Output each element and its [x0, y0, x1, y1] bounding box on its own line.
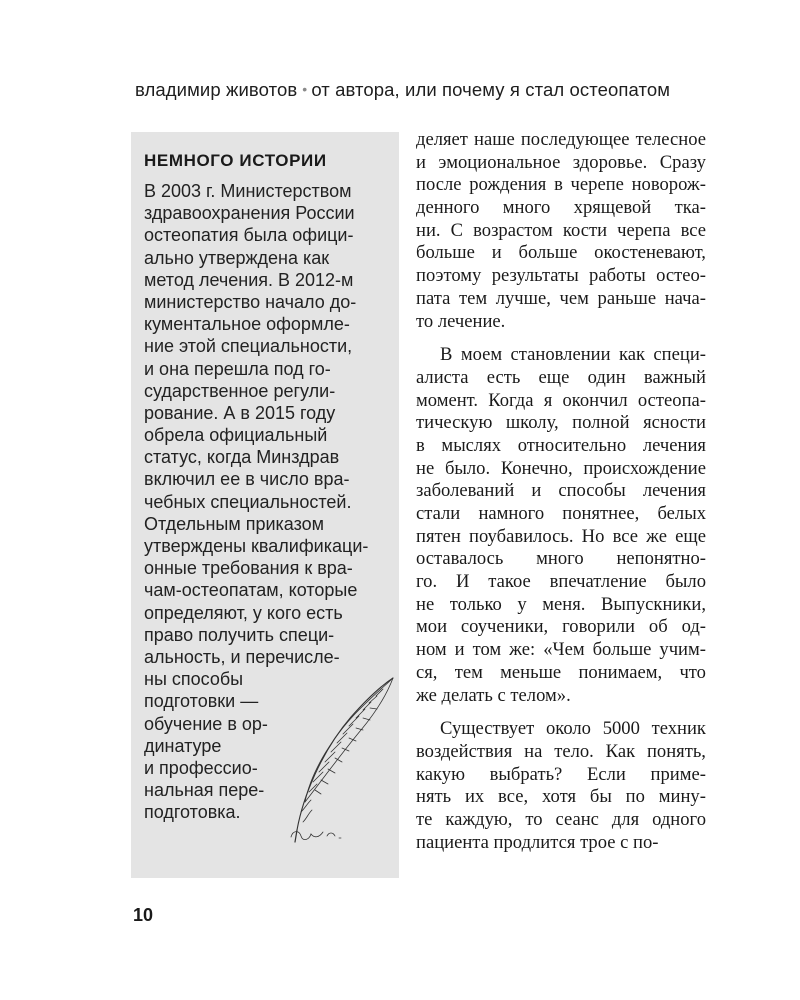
- body-text-line: пациента продлится трое с по-: [416, 831, 659, 853]
- body-text-line: не было. Конечно, происхождение: [416, 457, 706, 479]
- sidebar-text-line: и она перешла под го-: [144, 358, 331, 379]
- sidebar-text-line: министерство начало до-: [144, 291, 357, 312]
- sidebar-text-line: кументальное оформле-: [144, 314, 350, 335]
- body-text-line: и эмоциональное здоровье. Сразу: [416, 151, 706, 173]
- page-number: 10: [133, 905, 154, 925]
- header-bullet: •: [302, 81, 308, 97]
- body-text-line: пятен поубавилось. Но все же еще: [416, 525, 706, 547]
- body-text-line: больше и больше окостеневают,: [416, 242, 706, 264]
- sidebar-text-line: остеопатия была офици-: [144, 225, 354, 246]
- sidebar-text-line: включил ее в число вра-: [144, 469, 350, 490]
- sidebar-text-line: чам-остеопатам, которые: [144, 580, 358, 601]
- sidebar-text-line: динатуре: [144, 735, 222, 756]
- sidebar-text-line: чебных специальностей.: [144, 491, 352, 512]
- sidebar-text-line: и профессио-: [144, 757, 258, 778]
- sidebar-text-line: обучение в ор-: [144, 713, 268, 734]
- body-text-line: после рождения в черепе новорож-: [416, 174, 706, 196]
- header-chapter: от автора, или почему я стал остеопатом: [311, 79, 671, 100]
- body-text-line: оставалось много непонятно-: [416, 548, 706, 570]
- body-text-line: В моем становлении как специ-: [440, 344, 706, 366]
- body-text-line: Существует около 5000 техник: [440, 718, 706, 740]
- sidebar-text-line: ально утверждена как: [144, 247, 330, 268]
- body-text-line: нять их все, хотя бы по мину-: [416, 786, 706, 808]
- sidebar-text-line: онные требования к вра-: [144, 558, 353, 579]
- running-header: [135, 79, 715, 101]
- sidebar-text-line: статус, когда Минздрав: [144, 447, 340, 468]
- body-text-line: деляет наше последующее телесное: [416, 129, 706, 150]
- sidebar-text-line: определяют, у кого есть: [144, 602, 343, 623]
- sidebar-title: НЕМНОГО ИСТОРИИ: [144, 151, 327, 170]
- sidebar-text-line: ние этой специальности,: [144, 336, 353, 357]
- body-text-line: алиста есть еще один важный: [416, 366, 706, 388]
- sidebar-text-line: утверждены квалификаци-: [144, 536, 369, 556]
- body-text-line: ном и том же: «Чем больше учим-: [416, 639, 706, 661]
- body-text-line: ся, тем меньше понимаем, что: [416, 661, 706, 683]
- sidebar-text-line: ны способы: [144, 669, 244, 690]
- history-sidebar: [131, 132, 399, 878]
- sidebar-text-line: Отдельным приказом: [144, 513, 325, 534]
- body-text-line: тическую школу, полной ясности: [416, 412, 706, 434]
- body-text-line: заболеваний и способы лечения: [416, 480, 706, 502]
- body-text-line: в мыслях относительно лечения: [416, 434, 706, 456]
- body-text-line: стали намного понятнее, белых: [416, 503, 706, 524]
- sidebar-text-line: подготовка.: [144, 802, 241, 823]
- body-text-line: то лечение.: [416, 310, 506, 332]
- body-text-line: мои соученики, говорили об од-: [416, 616, 706, 638]
- main-body-text: [416, 129, 706, 854]
- body-text-line: же делать с телом».: [416, 684, 571, 706]
- body-text-line: денного много хрящевой тка-: [416, 197, 706, 219]
- paragraph-gap: [416, 707, 706, 718]
- body-text-line: какую выбрать? Если приме-: [416, 763, 706, 785]
- sidebar-text-line: В 2003 г. Министерством: [144, 181, 352, 201]
- sidebar-text-line: альность, и перечисле-: [144, 646, 340, 667]
- sidebar-text-line: рование. А в 2015 году: [144, 402, 336, 423]
- sidebar-text-line: нальная пере-: [144, 780, 265, 801]
- body-text-line: поэтому результаты работы остео-: [416, 265, 706, 287]
- sidebar-text-line: сударственное регули-: [144, 380, 336, 401]
- sidebar-text-line: право получить специ-: [144, 624, 335, 645]
- quill-pen-illustration: [281, 672, 396, 847]
- body-text-line: го. И такое впечатление было: [416, 571, 706, 593]
- sidebar-text-line: обрела официальный: [144, 425, 328, 446]
- body-text-line: момент. Когда я окончил остеопа-: [416, 389, 706, 411]
- body-text-line: пата тем лучше, чем раньше нача-: [416, 287, 706, 309]
- body-text-line: воздействия на тело. Как понять,: [416, 740, 706, 762]
- paragraph-gap: [416, 333, 706, 344]
- header-author: владимир животов: [135, 79, 298, 100]
- sidebar-text-line: здравоохранения России: [144, 203, 355, 224]
- body-text-line: ни. С возрастом кости черепа все: [416, 219, 706, 241]
- body-text-line: те каждую, то сеанс для одного: [416, 808, 706, 830]
- body-text-line: не только у меня. Выпускники,: [416, 593, 706, 615]
- sidebar-text-line: подготовки —: [144, 691, 259, 712]
- sidebar-text-line: метод лечения. В 2012-м: [144, 269, 354, 290]
